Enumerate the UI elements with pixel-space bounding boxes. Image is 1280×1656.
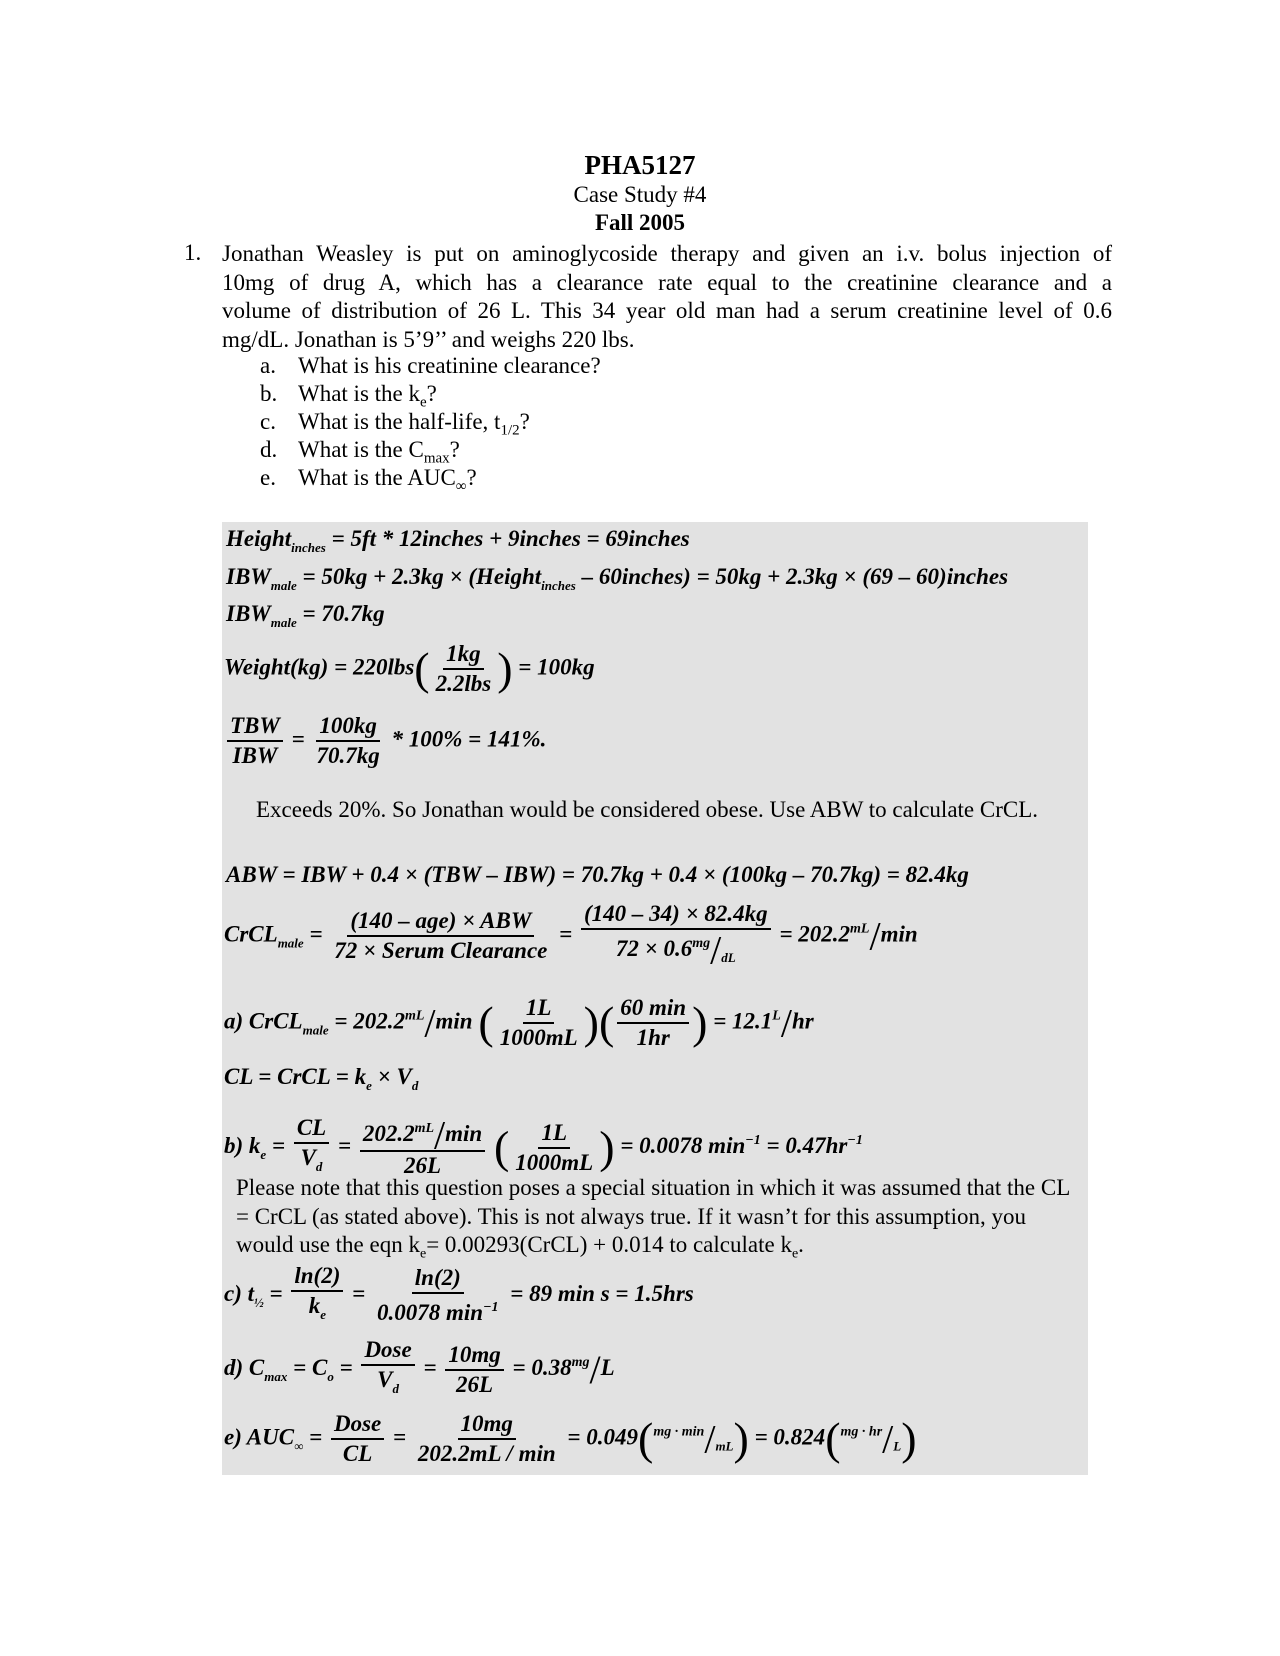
subquestion-c: c. What is the half-life, $t_{1/2}$?	[260, 409, 530, 439]
subquestion-e: e. What is the $AUC_\infty$?	[260, 465, 477, 495]
subquestion-b: b. What is the $k_e$?	[260, 381, 437, 411]
eq-crcl: CrCL$_{male}$ = $\frac{\text{(140 – age) × ABW}}{\text{72 × Serum Clearance}}$ = $\frac{(140 - 34) \times 82.4kg}{72 \times 0.6^{mg}/_{dL}}$ = $202.2^{mL}/\min$	[224, 901, 918, 973]
question-line-3: volume of distribution of 26 L. This 34 year old man had a serum creatinine level of 0.6	[222, 298, 1112, 323]
eq-height: Height$_{inches}$ = 5ft * 12inches + 9inches = 69inches	[226, 526, 690, 555]
course-title: PHA5127	[584, 150, 696, 180]
question-line-1: Jonathan Weasley is put on aminoglycoside therapy and given an i.v. bolus injection of	[222, 241, 1112, 266]
term-label: Fall 2005	[594, 210, 686, 235]
eq-weight: Weight(kg) = 220lbs( $\frac{1kg}{\text{2.2lbs}}$ ) = 100kg	[224, 641, 595, 696]
eq-answer-a: a) CrCL$_{male}$ = $202.2^{mL}/\min$ ( $\frac{1L}{1000mL}$ )( $\frac{60 \min}{1hr}$ ) = $12.1^L/hr$	[224, 995, 814, 1050]
eq-cl-crcl: CL = CrCL = $k_e \times V_d$	[224, 1064, 419, 1093]
question-text	[222, 240, 1112, 354]
eq-answer-b: b) $k_e$ = $\frac{CL}{V_d}$ = $\frac{202.2^{mL}/\min}{26L}$ ( $\frac{1L}{1000mL}$ ) = 0.0078 $\min^{-1} = 0.47hr^{-1}$	[224, 1112, 863, 1178]
eq-answer-e: e) $AUC_\infty$ = $\frac{\text{Dose}}{CL}$ = $\frac{10mg}{202.2mL / \min}$ = $0.049(^{mg \cdot min}/_{mL}) = 0.824(^{mg \cdot hr}/_L)$	[224, 1411, 917, 1466]
question-line-2: 10mg of drug A, which has a clearance rate equal to the creatinine clearance and a	[222, 269, 1112, 295]
eq-answer-d: d) $C_{max} = C_o$ = $\frac{\text{Dose}}{V_d}$ = $\frac{10mg}{26L}$ = $0.38^{mg}/L$	[224, 1337, 615, 1397]
eq-ibw-formula: $IBW_{male} = 50kg + 2.3kg$ × (Height$_{inches}$ – 60inches) = 50kg + 2.3kg × (69 – 60)inches	[226, 564, 1009, 593]
eq-tbw-ibw-ratio: $\frac{\text{TBW}}{\text{IBW}}$ = $\frac{100kg}{70.7kg}$ * 100% = 141%.	[224, 712, 546, 770]
subquestion-a: a. What is his creatinine clearance?	[260, 353, 601, 378]
subquestion-d: d. What is the $C_{max}$?	[260, 437, 460, 467]
eq-ibw-value: $IBW_{male} = 70.7kg$	[226, 601, 385, 630]
question-line-4: mg/dL. Jonathan is 5’9’’ and weighs 220 lbs.	[222, 326, 635, 352]
eq-abw: ABW = IBW + 0.4 × (TBW – IBW) = 70.7kg + 0.4 × (100kg – 70.7kg) = 82.4kg	[226, 862, 969, 887]
question-number: 1.	[184, 240, 202, 265]
eq-answer-c: c) $t_{\frac{1}{2}}$ = $\frac{\ln(2)}{k_e}$ = $\frac{\ln(2)}{0.0078 \min^{-1}}$ = 89 min s = 1.5hrs	[224, 1263, 694, 1325]
obese-note: Exceeds 20%. So Jonathan would be considered obese. Use ABW to calculate CrCL.	[256, 797, 1039, 822]
special-note: Please note that this question poses a special situation in which it was assumed that the CL = CrCL (as stated above). This is not always true. If it wasn’t for this assumption, you would use the eqn $k_e=$ 0.00293(CrCL) + 0.014 to calculate $k_e$.	[236, 1175, 1070, 1262]
case-study-label: Case Study #4	[573, 182, 707, 207]
